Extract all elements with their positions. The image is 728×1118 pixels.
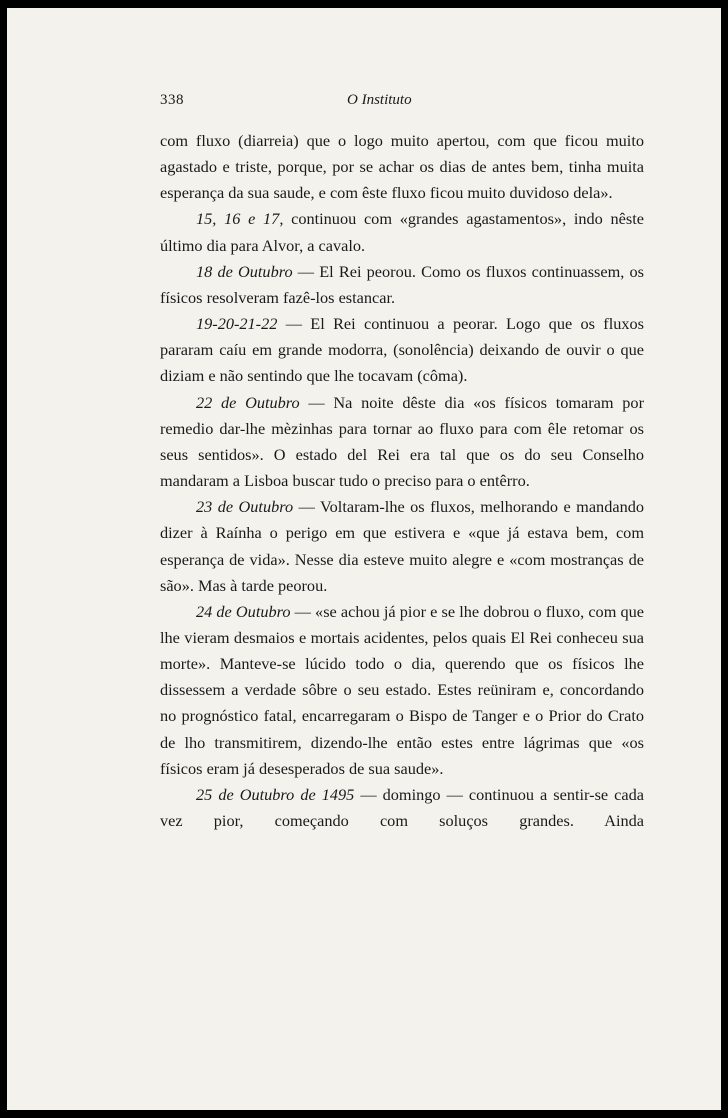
paragraph — [160, 311, 644, 389]
paragraph-text: — Voltaram-lhe os fluxos, melhorando e mandando dizer à Raínha o perigo em que estivera e «que já estava bem, com esperança de vida». Nesse dia esteve muito alegre e «com mostranças de são». Mas à tarde peorou. — [160, 497, 644, 595]
paragraph-text: — domingo — continuou a sentir-se cada vez pior, começando com soluços grandes. Ainda — [160, 784, 644, 831]
paragraph — [160, 128, 644, 206]
paragraph — [160, 599, 644, 782]
paragraph — [160, 259, 644, 311]
paragraph-text: — «se achou já pior e se lhe dobrou o fluxo, com que lhe vieram desmaios e mortais acidentes, pelos quais El Rei conheceu sua morte». Manteve-se lúcido todo o dia, querendo que os físicos lhe dissessem a verdade sôbre o seu estado. Estes reüniram e, concordando no prognóstico fatal, encarregaram o Bispo de Tanger e o Prior do Crato de lho transmitirem, dizendo-lhe então estes entre lágrimas que «os físicos eram já desesperados de sua saude». — [160, 601, 644, 778]
date-heading: 25 de Outubro de 1495 — [196, 784, 355, 804]
paragraph — [160, 206, 644, 258]
date-heading: 19-20-21-22 — [196, 314, 278, 334]
paragraph — [160, 390, 644, 495]
paragraph — [160, 494, 644, 599]
paragraph-text: continuou com «grandes agastamentos», indo nêste último dia para Alvor, a cavalo. — [160, 209, 644, 255]
paragraph-text: com fluxo (diarreia) que o logo muito apertou, com que ficou muito agastado e triste, porque, por se achar os dias de antes bem, tinha muita esperança da sua saude, e com êste fluxo ficou muito duvidoso dela». — [160, 131, 644, 203]
paragraph-text: — Na noite dêste dia «os físicos tomaram por remedio dar-lhe mèzinhas para tornar ao fluxo para com êle retomar os seus sentidos». O estado del Rei era tal que os do seu Conselho mandaram a Lisboa buscar tudo o preciso para o entêrro. — [160, 392, 644, 491]
running-title: O Instituto — [347, 92, 412, 108]
book-page — [7, 8, 721, 1110]
date-heading: 23 de Outubro — [196, 497, 294, 517]
date-heading: 24 de Outubro — [196, 601, 291, 621]
date-heading: 15, 16 e 17, — [196, 209, 284, 229]
date-heading: 18 de Outubro — [196, 261, 293, 281]
paragraph-text: — El Rei continuou a peorar. Logo que os fluxos pararam caíu em grande modorra, (sonolência) deixando de ouvir o que diziam e não sentindo que lhe tocavam (côma). — [160, 314, 644, 386]
paragraph — [160, 782, 644, 834]
page-header — [7, 92, 721, 116]
paragraph-text: — El Rei peorou. Como os fluxos continuassem, os físicos resolveram fazê-los estancar. — [160, 261, 644, 307]
body-text — [160, 128, 644, 834]
date-heading: 22 de Outubro — [196, 392, 300, 412]
page-number: 338 — [160, 92, 184, 108]
